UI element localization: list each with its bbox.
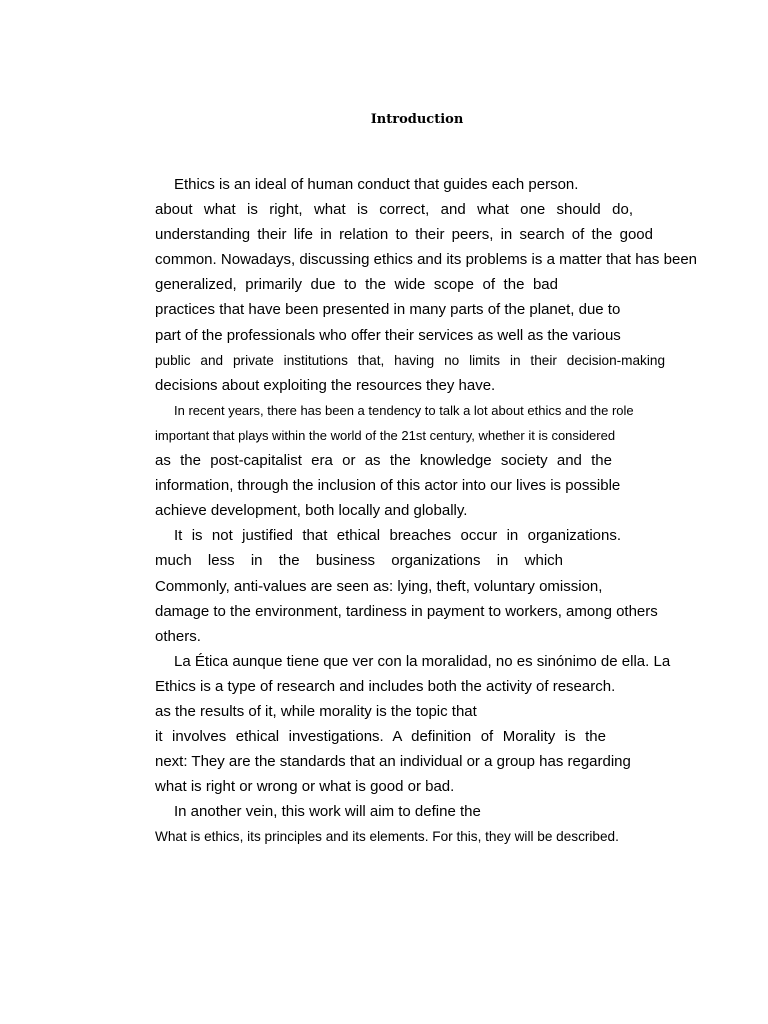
text-line: In recent years, there has been a tendency to talk a lot about ethics and the role xyxy=(174,402,634,418)
text-line: generalized, primarily due to the wide scope of the bad xyxy=(155,276,558,294)
text-line: as the post-capitalist era or as the knowledge society and the xyxy=(155,452,612,470)
text-line: Commonly, anti-values are seen as: lying, theft, voluntary omission, xyxy=(155,577,603,595)
text-line: important that plays within the world of the 21st century, whether it is considered xyxy=(155,427,616,443)
text-line: common. Nowadays, discussing ethics and its problems is a matter that has been xyxy=(155,251,697,269)
text-line: what is right or wrong or what is good or bad. xyxy=(155,778,455,796)
text-line: information, through the inclusion of this actor into our lives is possible xyxy=(155,477,621,495)
text-line: much less in the business organizations in which xyxy=(155,552,563,570)
text-line: La Ética aunque tiene que ver con la moralidad, no es sinónimo de ella. La xyxy=(174,652,671,670)
text-line: It is not justified that ethical breaches occur in organizations. xyxy=(174,527,621,545)
text-line: it involves ethical investigations. A definition of Morality is the xyxy=(155,728,606,746)
text-line: achieve development, both locally and globally. xyxy=(155,502,468,520)
text-line: practices that have been presented in many parts of the planet, due to xyxy=(155,301,621,319)
text-line: understanding their life in relation to their peers, in search of the good xyxy=(155,226,653,244)
text-line: public and private institutions that, having no limits in their decision-making xyxy=(155,352,665,368)
document-title: Introduction xyxy=(370,112,464,127)
text-line: next: They are the standards that an individual or a group has regarding xyxy=(155,753,631,771)
text-line: others. xyxy=(155,627,201,645)
text-line: decisions about exploiting the resources they have. xyxy=(155,376,496,394)
text-line: In another vein, this work will aim to define the xyxy=(174,803,481,821)
document-body xyxy=(155,172,700,850)
text-line: Ethics is a type of research and includes both the activity of research. xyxy=(155,677,616,695)
text-line: damage to the environment, tardiness in payment to workers, among others xyxy=(155,602,658,620)
text-line: part of the professionals who offer their services as well as the various xyxy=(155,326,621,344)
text-line: Ethics is an ideal of human conduct that guides each person. xyxy=(174,176,579,193)
text-line: What is ethics, its principles and its elements. For this, they will be described. xyxy=(155,829,619,845)
text-line: as the results of it, while morality is the topic that xyxy=(155,702,477,720)
text-line: about what is right, what is correct, and what one should do, xyxy=(155,201,633,219)
